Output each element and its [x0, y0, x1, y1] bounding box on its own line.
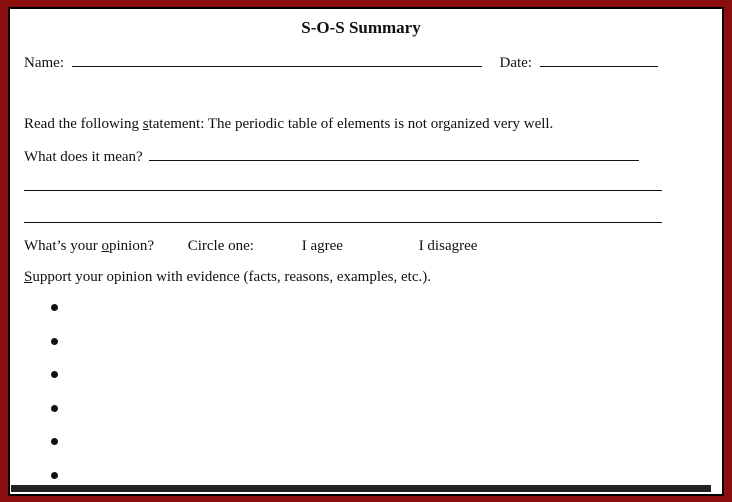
name-date-row: [24, 52, 658, 72]
disagree-option[interactable]: I disagree: [418, 238, 478, 254]
statement-text: Read the following statement: The periodic table of elements is not organized very well.: [24, 116, 554, 132]
meaning-answer-line[interactable]: [149, 146, 639, 161]
answer-line[interactable]: [24, 222, 662, 223]
date-label: Date:: [499, 55, 532, 71]
meaning-prompt: What does it mean?: [24, 149, 143, 165]
support-instruction: Support your opinion with evidence (facts, reasons, examples, etc.).: [24, 269, 431, 285]
bullet-point: [51, 405, 58, 412]
name-field[interactable]: [72, 52, 482, 67]
bullet-point: [51, 371, 58, 378]
bullet-point: [51, 304, 58, 311]
opinion-row: What’s your opinion? Circle one: I agree I disagree: [24, 238, 478, 254]
bullet-point: [51, 438, 58, 445]
bullet-point: [51, 472, 58, 479]
date-field[interactable]: [540, 52, 658, 67]
circle-label: Circle one:: [187, 238, 254, 254]
answer-line[interactable]: [24, 190, 662, 191]
bottom-edge: [11, 485, 711, 492]
meaning-row: [24, 146, 639, 166]
worksheet-title: S-O-S Summary: [301, 18, 421, 37]
agree-option[interactable]: I agree: [301, 238, 343, 254]
bullet-point: [51, 338, 58, 345]
worksheet: [11, 10, 711, 485]
name-label: Name:: [24, 55, 64, 71]
